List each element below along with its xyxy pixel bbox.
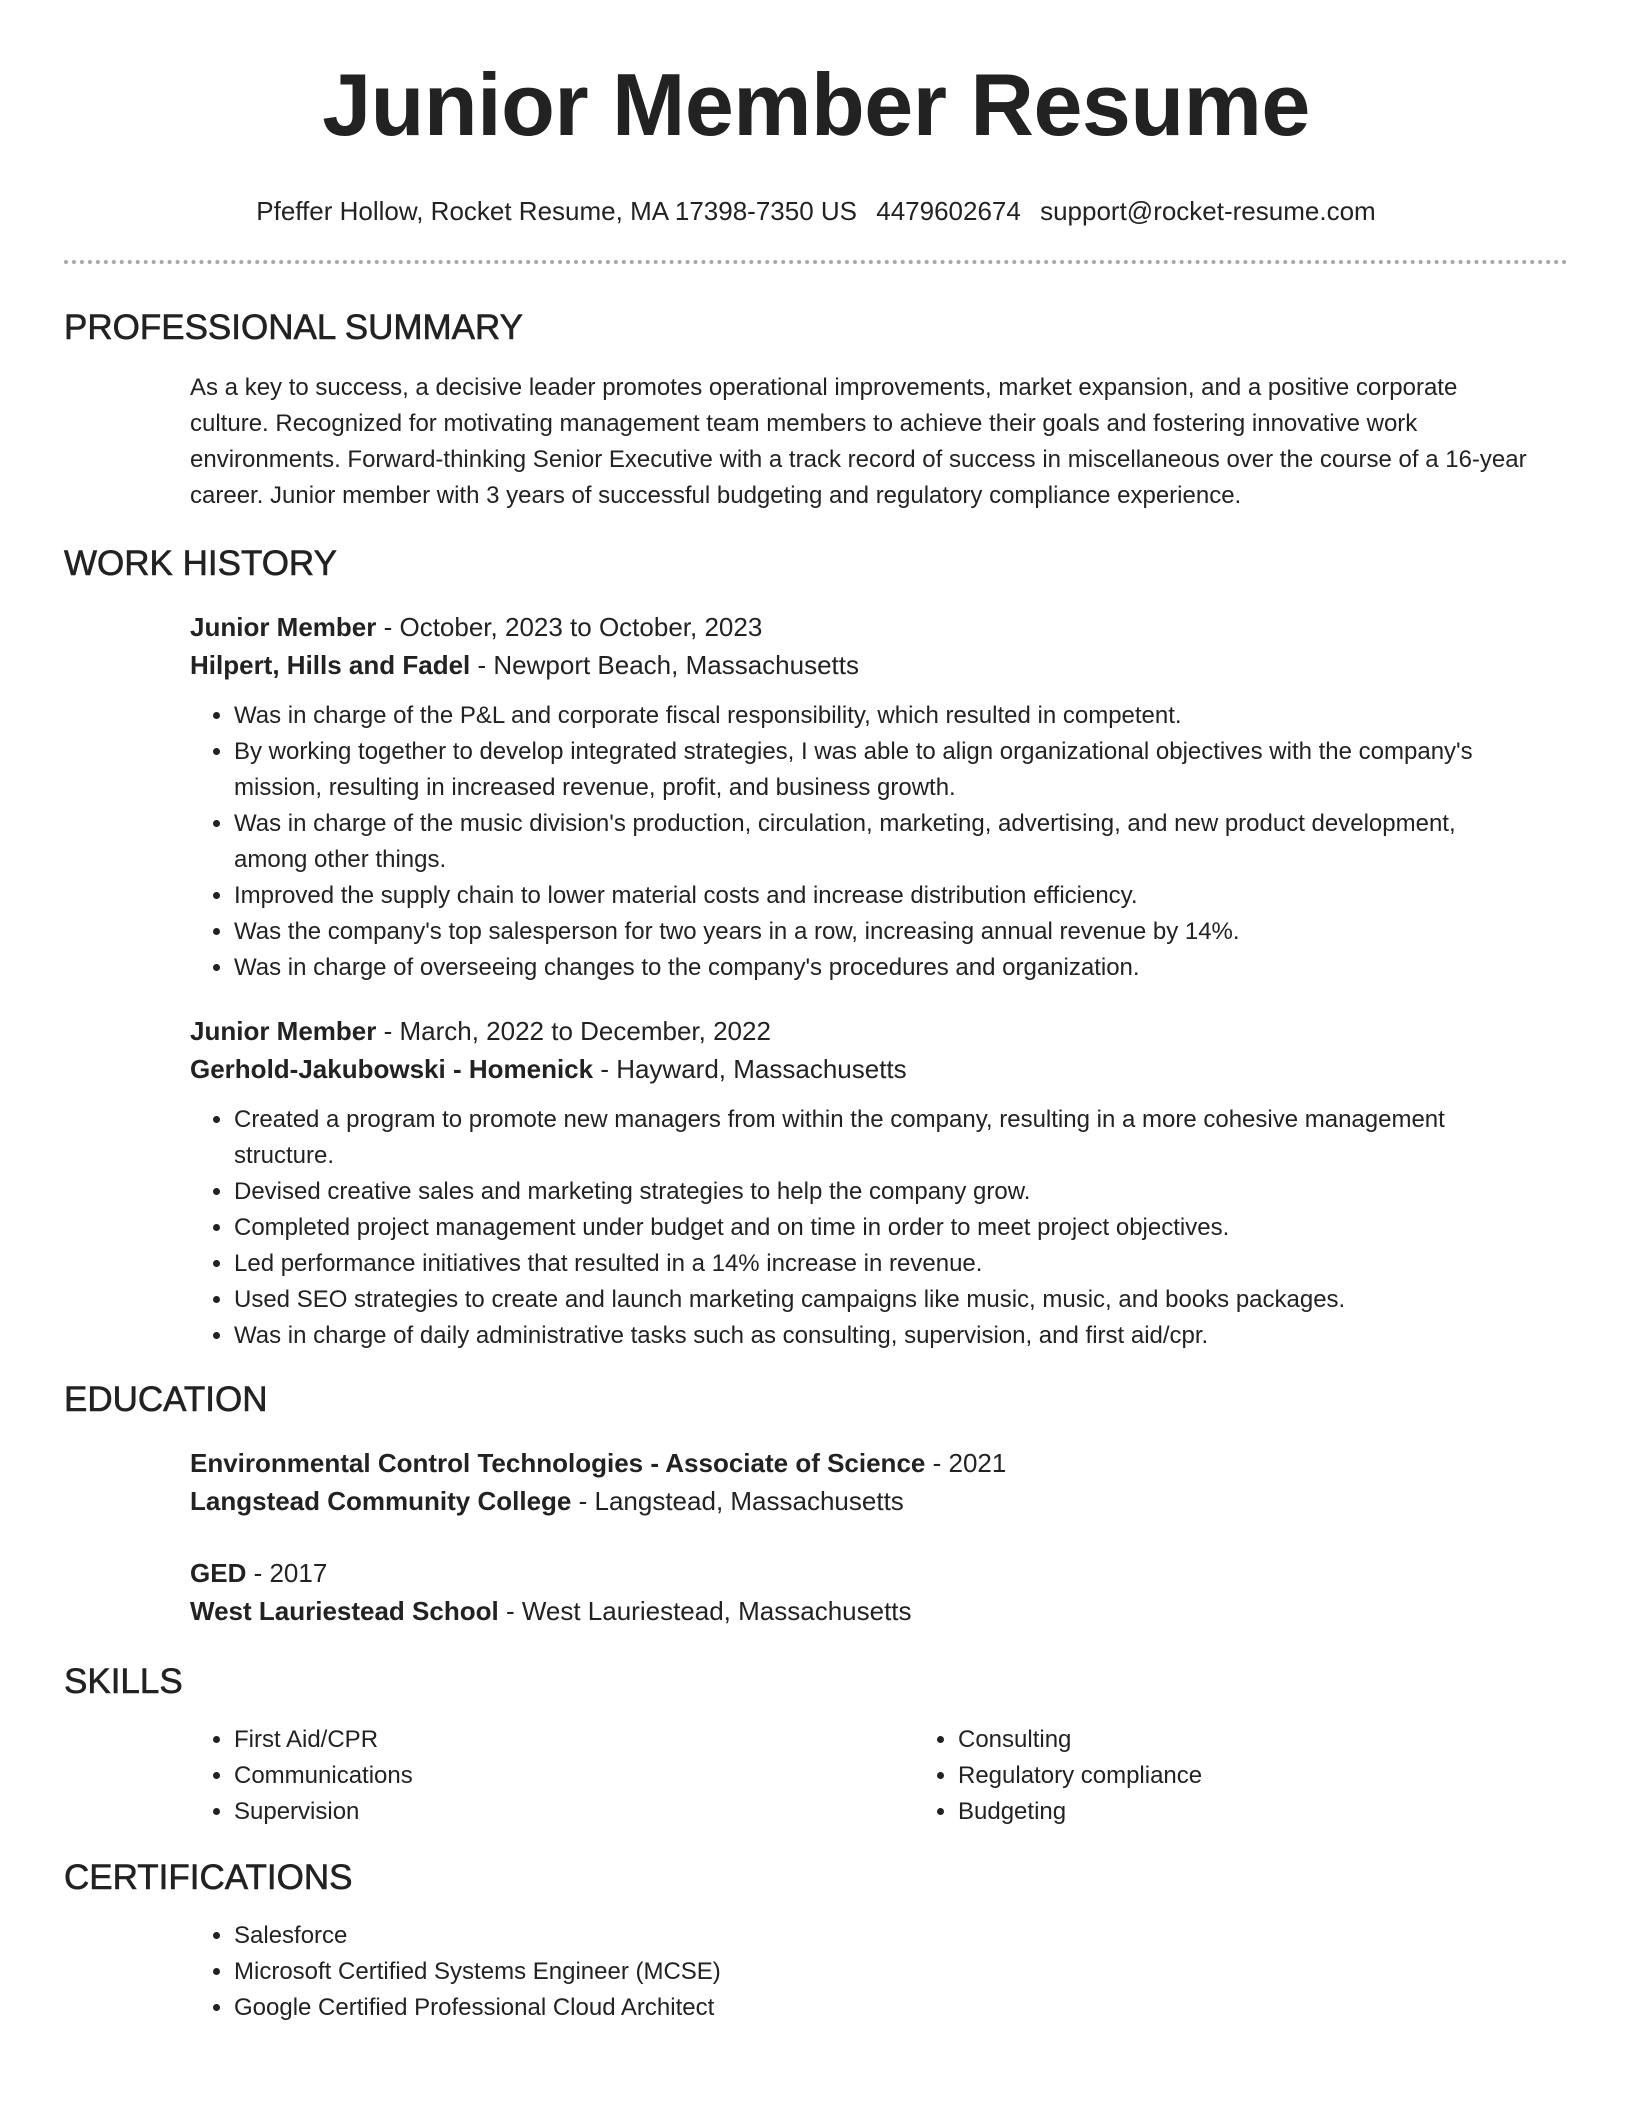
section-title-summary: PROFESSIONAL SUMMARY — [64, 308, 523, 347]
skills-section — [64, 1704, 1568, 1830]
list-item: • Regulatory compliance — [958, 1758, 1632, 1794]
list-item: • Was in charge of the music division's production, circulation, marketing, advertising, and new product development, among other things. — [234, 806, 1532, 878]
list-item: • Supervision — [234, 1794, 914, 1830]
resume-title: Junior Member Resume — [322, 55, 1310, 154]
education-year: - 2021 — [925, 1448, 1007, 1478]
list-item: • Was in charge of daily administrative tasks such as consulting, supervision, and first aid/cpr. — [234, 1318, 1532, 1354]
list-item: • Salesforce — [234, 1918, 1532, 1954]
list-item: • Completed project management under budget and on time in order to meet project objectives. — [234, 1210, 1532, 1246]
list-item: • By working together to develop integrated strategies, I was able to align organizational objectives with the company's mission, resulting in increased revenue, profit, and business growth. — [234, 734, 1532, 806]
contact-phone: 4479602674 — [876, 196, 1021, 226]
job-bullets — [190, 1102, 1532, 1354]
list-item: • First Aid/CPR — [234, 1722, 914, 1758]
list-item: • Improved the supply chain to lower material costs and increase distribution efficiency. — [234, 878, 1532, 914]
job-dates: - October, 2023 to October, 2023 — [376, 612, 763, 642]
list-item: • Devised creative sales and marketing strategies to help the company grow. — [234, 1174, 1532, 1210]
job-company: Gerhold-Jakubowski - Homenick — [190, 1054, 594, 1084]
job-entry — [190, 608, 1532, 986]
education-school: Langstead Community College — [190, 1486, 572, 1516]
job-location: - Hayward, Massachusetts — [593, 1054, 907, 1084]
list-item: • Microsoft Certified Systems Engineer (MCSE) — [234, 1954, 1532, 1990]
list-item: • Led performance initiatives that resulted in a 14% increase in revenue. — [234, 1246, 1532, 1282]
contact-email: support@rocket-resume.com — [1040, 196, 1376, 226]
list-item: • Communications — [234, 1758, 914, 1794]
education-degree-line — [190, 1444, 1532, 1482]
contact-line — [64, 194, 1568, 228]
header-divider — [64, 260, 1568, 264]
certifications-section — [64, 1918, 1568, 2026]
summary-section — [64, 370, 1568, 514]
education-entry — [190, 1444, 1532, 1520]
list-item: • Budgeting — [958, 1794, 1632, 1830]
education-degree-line — [190, 1554, 1532, 1592]
education-degree: Environmental Control Technologies - Associate of Science — [190, 1448, 926, 1478]
certifications-list — [190, 1918, 1532, 2026]
education-school-line — [190, 1592, 1532, 1630]
job-role: Junior Member — [190, 612, 377, 642]
education-school: West Lauriestead School — [190, 1596, 499, 1626]
job-entry — [190, 1012, 1532, 1354]
education-year: - 2017 — [246, 1558, 328, 1588]
list-item: • Used SEO strategies to create and launch marketing campaigns like music, music, and books packages. — [234, 1282, 1532, 1318]
job-title-line — [190, 608, 1532, 646]
education-entry — [190, 1554, 1532, 1630]
education-school-line — [190, 1482, 1532, 1520]
job-role: Junior Member — [190, 1016, 377, 1046]
work-history-section — [64, 608, 1568, 1354]
education-location: - Langstead, Massachusetts — [571, 1486, 904, 1516]
job-bullets — [190, 698, 1532, 986]
list-item: • Google Certified Professional Cloud Architect — [234, 1990, 1532, 2026]
list-item: • Was in charge of overseeing changes to the company's procedures and organization. — [234, 950, 1532, 986]
job-title-line — [190, 1012, 1532, 1050]
education-section — [64, 1444, 1568, 1630]
section-title-skills: SKILLS — [64, 1662, 183, 1701]
list-item: • Consulting — [958, 1722, 1632, 1758]
job-company-line — [190, 646, 1532, 684]
list-item: • Was in charge of the P&L and corporate fiscal responsibility, which resulted in competent. — [234, 698, 1532, 734]
job-location: - Newport Beach, Massachusetts — [470, 650, 859, 680]
education-degree: GED — [190, 1558, 247, 1588]
list-item: • Created a program to promote new managers from within the company, resulting in a more cohesive management structure. — [234, 1102, 1532, 1174]
section-title-education: EDUCATION — [64, 1380, 268, 1419]
job-dates: - March, 2022 to December, 2022 — [376, 1016, 771, 1046]
job-company: Hilpert, Hills and Fadel — [190, 650, 471, 680]
skills-list-left — [190, 1722, 914, 1830]
summary-text: As a key to success, a decisive leader promotes operational improvements, market expansion, and a positive corporate culture. Recognized for motivating management team members to achieve their goals and fostering innovative work environments. Forward-thinking Senior Executive with a track record of success in miscellaneous over the course of a 16-year career. Junior member with 3 years of successful budgeting and regulatory compliance experience. — [190, 374, 1527, 509]
education-location: - West Lauriestead, Massachusetts — [498, 1596, 912, 1626]
section-title-work-history: WORK HISTORY — [64, 544, 337, 583]
section-title-certifications: CERTIFICATIONS — [64, 1858, 353, 1897]
list-item: • Was the company's top salesperson for two years in a row, increasing annual revenue by 14%. — [234, 914, 1532, 950]
skills-list-right — [914, 1722, 1632, 1830]
job-company-line — [190, 1050, 1532, 1088]
skills-grid — [190, 1704, 1532, 1830]
contact-address: Pfeffer Hollow, Rocket Resume, MA 17398-7350 US — [256, 196, 857, 226]
